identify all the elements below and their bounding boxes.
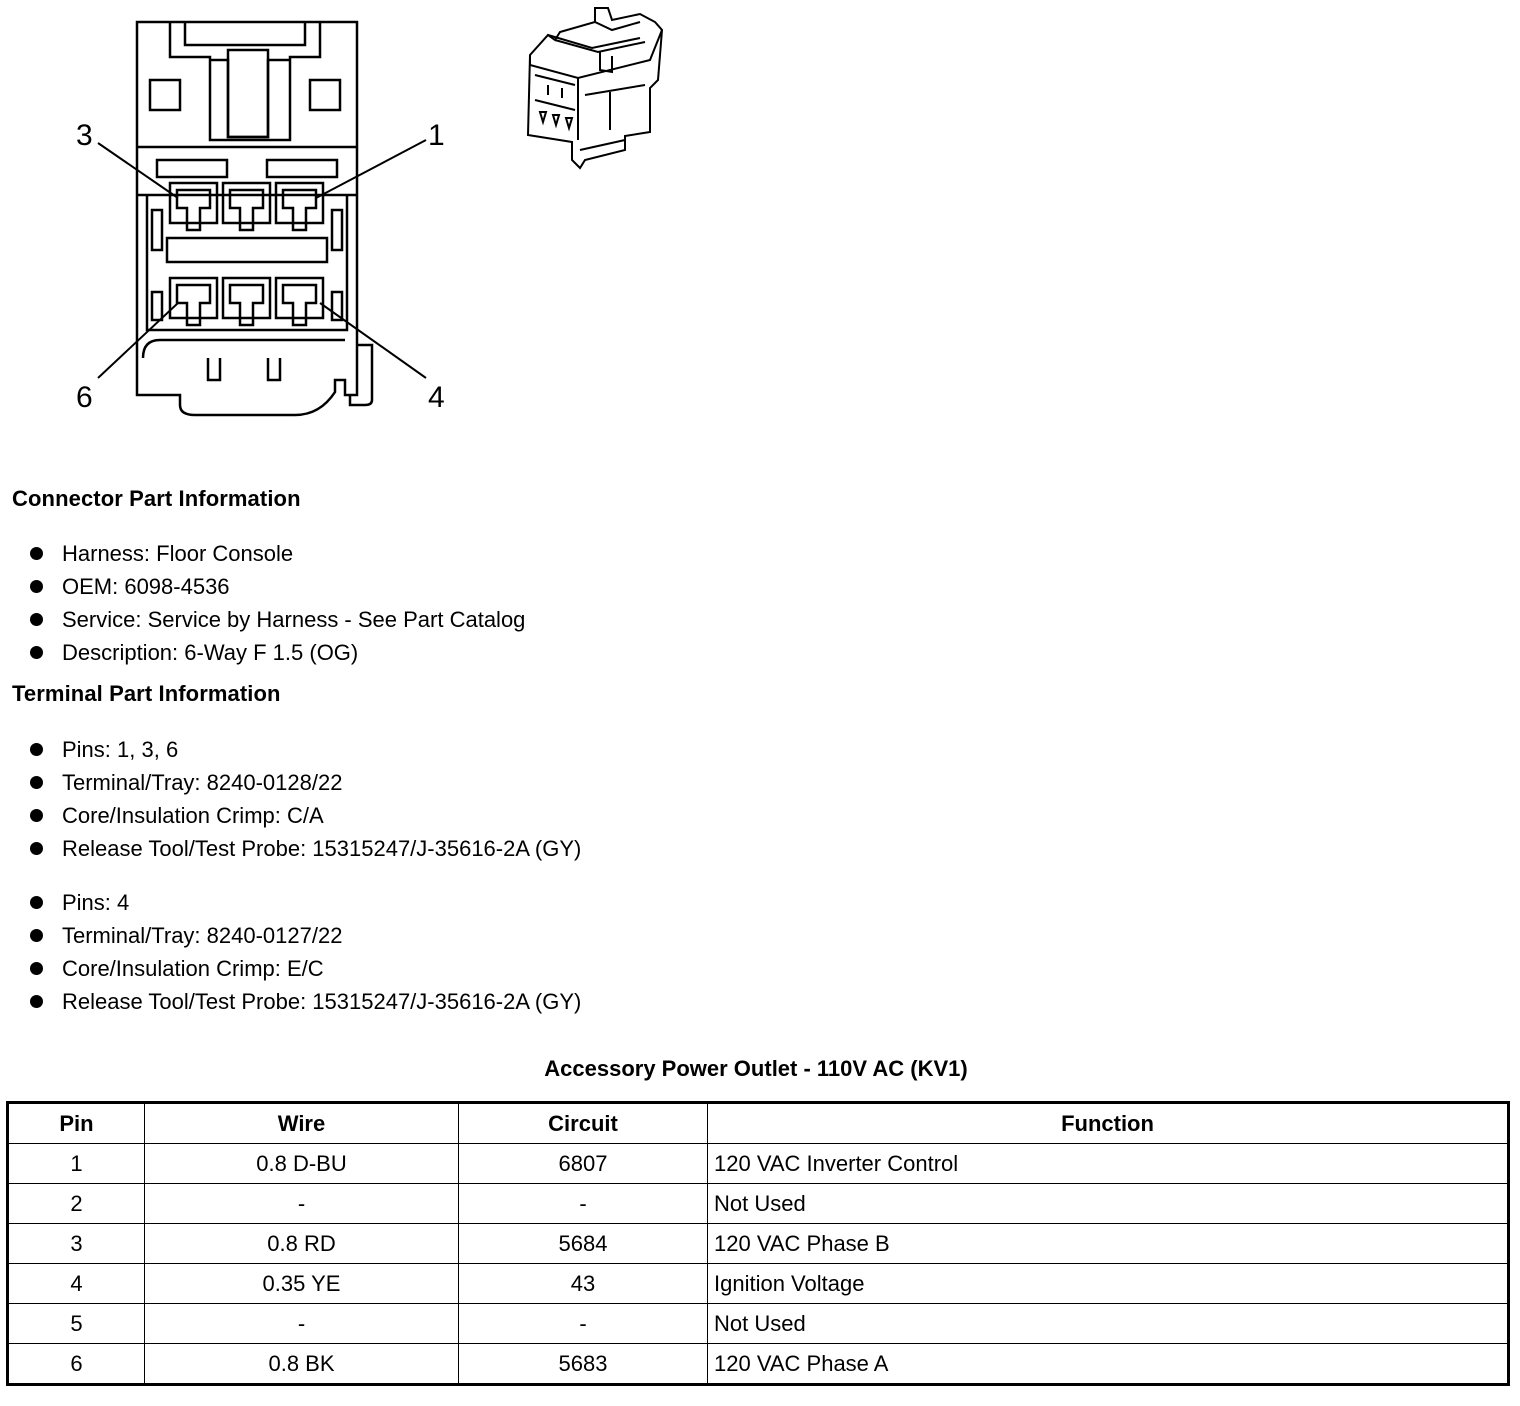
cell-function: Not Used [708, 1304, 1509, 1344]
bullet-icon [30, 809, 43, 822]
table-header-row [8, 1103, 1509, 1144]
bullet-icon [30, 842, 43, 855]
list-item: Terminal/Tray: 8240-0128/22 [30, 766, 581, 799]
header-wire: Wire [145, 1103, 459, 1144]
cell-function: Ignition Voltage [708, 1264, 1509, 1304]
bullet-icon [30, 962, 43, 975]
terminal-part-list-2 [30, 886, 581, 1018]
cell-circuit: 43 [459, 1264, 708, 1304]
cell-pin: 3 [8, 1224, 145, 1264]
table-title: Accessory Power Outlet - 110V AC (KV1) [544, 1056, 968, 1081]
cell-pin: 5 [8, 1304, 145, 1344]
list-item: Release Tool/Test Probe: 15315247/J-35616-2A (GY) [30, 985, 581, 1018]
table-row [8, 1344, 1509, 1385]
cell-wire: 0.35 YE [145, 1264, 459, 1304]
table-row [8, 1144, 1509, 1184]
list-item: Core/Insulation Crimp: E/C [30, 952, 581, 985]
list-item: Harness: Floor Console [30, 537, 525, 570]
list-item: Pins: 4 [30, 886, 581, 919]
table-row [8, 1224, 1509, 1264]
pin-table [6, 1101, 1510, 1386]
pin-label-6: 6 [76, 381, 93, 414]
cell-pin: 4 [8, 1264, 145, 1304]
table-row [8, 1304, 1509, 1344]
cell-pin: 2 [8, 1184, 145, 1224]
header-function: Function [708, 1103, 1509, 1144]
table-row [8, 1184, 1509, 1224]
cell-wire: 0.8 BK [145, 1344, 459, 1385]
cell-wire: 0.8 D-BU [145, 1144, 459, 1184]
cell-circuit: 5683 [459, 1344, 708, 1385]
cell-circuit: - [459, 1304, 708, 1344]
bullet-icon [30, 995, 43, 1008]
table-row [8, 1264, 1509, 1304]
list-item: Terminal/Tray: 8240-0127/22 [30, 919, 581, 952]
connector-diagram [0, 0, 700, 440]
cell-function: 120 VAC Phase A [708, 1344, 1509, 1385]
bullet-icon [30, 646, 43, 659]
bullet-icon [30, 580, 43, 593]
pin-label-1: 1 [428, 119, 445, 152]
list-item: Core/Insulation Crimp: C/A [30, 799, 581, 832]
terminal-part-list-1 [30, 733, 581, 865]
connector-part-list [30, 537, 525, 669]
cell-wire: 0.8 RD [145, 1224, 459, 1264]
cell-circuit: 5684 [459, 1224, 708, 1264]
list-item: Service: Service by Harness - See Part Catalog [30, 603, 525, 636]
cell-pin: 6 [8, 1344, 145, 1385]
list-item: Release Tool/Test Probe: 15315247/J-35616-2A (GY) [30, 832, 581, 865]
cell-pin: 1 [8, 1144, 145, 1184]
cell-function: Not Used [708, 1184, 1509, 1224]
cell-circuit: - [459, 1184, 708, 1224]
bullet-icon [30, 896, 43, 909]
list-item: Pins: 1, 3, 6 [30, 733, 581, 766]
cell-function: 120 VAC Phase B [708, 1224, 1509, 1264]
list-item: Description: 6-Way F 1.5 (OG) [30, 636, 525, 669]
bullet-icon [30, 929, 43, 942]
connector-isometric-drawing [528, 8, 662, 168]
terminal-part-heading: Terminal Part Information [12, 681, 281, 706]
connector-part-heading: Connector Part Information [12, 486, 301, 511]
pin-label-4: 4 [428, 381, 445, 414]
bullet-icon [30, 547, 43, 560]
list-item: OEM: 6098-4536 [30, 570, 525, 603]
header-circuit: Circuit [459, 1103, 708, 1144]
pin-label-3: 3 [76, 119, 93, 152]
cell-wire: - [145, 1304, 459, 1344]
header-pin: Pin [8, 1103, 145, 1144]
connector-face-drawing [98, 22, 426, 415]
cell-wire: - [145, 1184, 459, 1224]
cell-circuit: 6807 [459, 1144, 708, 1184]
cell-function: 120 VAC Inverter Control [708, 1144, 1509, 1184]
bullet-icon [30, 776, 43, 789]
bullet-icon [30, 613, 43, 626]
bullet-icon [30, 743, 43, 756]
